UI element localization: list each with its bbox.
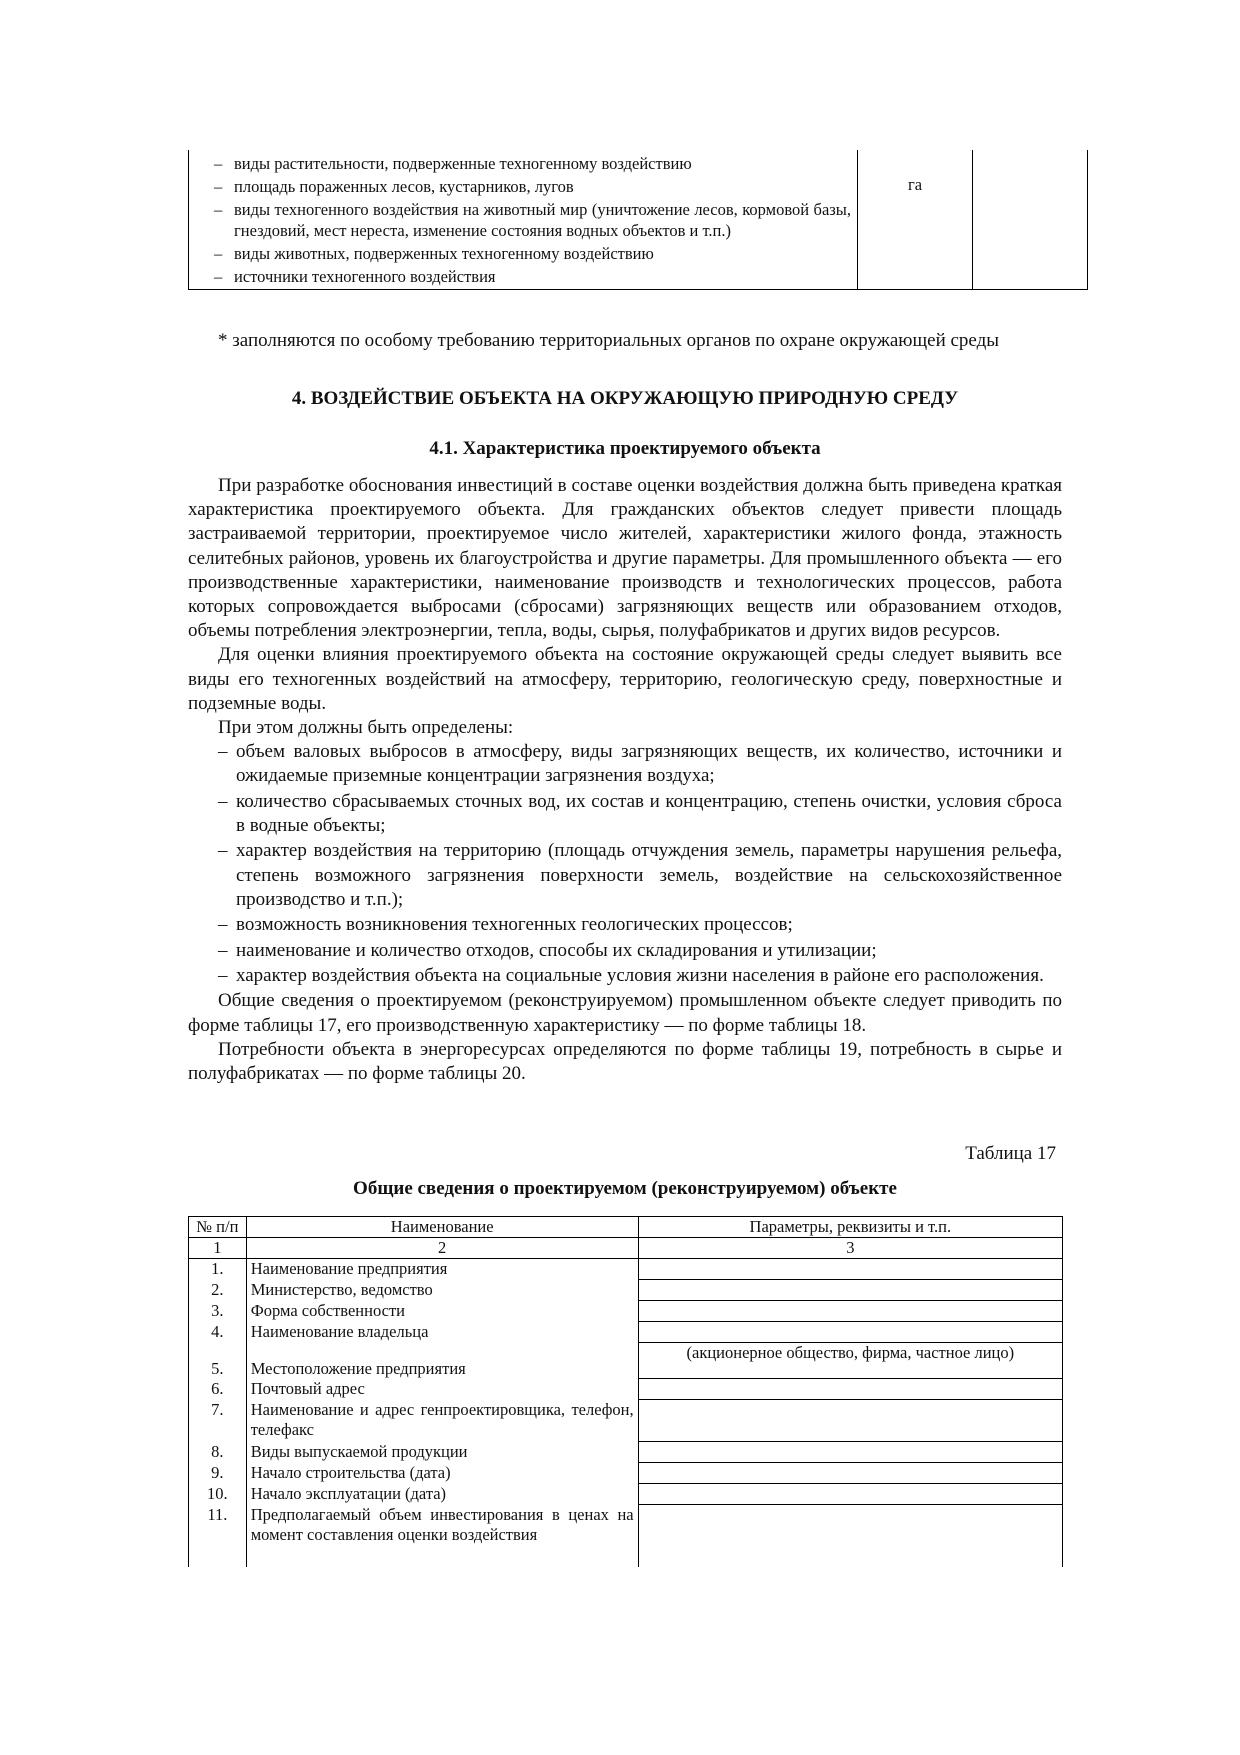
row-param: (акционерное общество, фирма, частное лицо) — [638, 1343, 1062, 1379]
column-number: 3 — [638, 1238, 1062, 1259]
table-row — [189, 150, 1088, 290]
row-param — [638, 1400, 1062, 1442]
row-name: Местоположение предприятия — [246, 1343, 638, 1379]
row-number: 7. — [189, 1400, 247, 1442]
table-caption: Общие сведения о проектируемом (реконструируемом) объекте — [353, 1178, 897, 1199]
row-number: 9. — [189, 1463, 247, 1484]
row-param — [638, 1301, 1062, 1322]
table-row — [189, 1259, 1063, 1280]
column-number: 2 — [246, 1238, 638, 1259]
value-cell — [973, 150, 1088, 290]
row-param — [638, 1463, 1062, 1484]
list-item: – количество сбрасываемых сточных вод, их состав и концентрацию, степень очистки, условия сброса в водные объекты; — [188, 790, 1062, 838]
row-name: Наименование и адрес генпроектировщика, телефон, телефакс — [246, 1400, 638, 1442]
row-number: 5. — [189, 1343, 247, 1379]
list-item: – характер воздействия объекта на социальные условия жизни населения в районе его расположения. — [188, 964, 1062, 988]
list-item: – площадь пораженных лесов, кустарников, лугов — [214, 176, 851, 197]
body-text — [188, 474, 1062, 1086]
table-row — [189, 1505, 1063, 1567]
row-name: Начало строительства (дата) — [246, 1463, 638, 1484]
table-row — [189, 1484, 1063, 1505]
paragraph: При этом должны быть определены: — [218, 717, 514, 739]
table-row — [189, 1379, 1063, 1400]
row-param — [638, 1484, 1062, 1505]
requirements-list — [188, 740, 1062, 988]
row-name: Виды выпускаемой продукции — [246, 1442, 638, 1463]
row-number: 8. — [189, 1442, 247, 1463]
column-header: Параметры, реквизиты и т.п. — [638, 1217, 1062, 1238]
list-item: – виды животных, подверженных техногенному воздействию — [214, 243, 851, 264]
list-item: – характер воздействия на территорию (площадь отчуждения земель, параметры нарушения рельефа, степень возможного загрязнения поверхности земель, воздействие на сельскохозяйственное производство и т.п.); — [188, 839, 1062, 912]
paragraph: Потребности объекта в энергоресурсах определяются по форме таблицы 19, потребность в сырье и полуфабрикатах — по форме таблицы 20. — [188, 1038, 1062, 1084]
row-name: Почтовый адрес — [246, 1379, 638, 1400]
list-item: – возможность возникновения техногенных геологических процессов; — [188, 913, 1062, 937]
row-number: 4. — [189, 1322, 247, 1343]
row-param — [638, 1280, 1062, 1301]
list-item: – виды растительности, подверженные техногенному воздействию — [214, 153, 851, 174]
items-cell — [189, 150, 858, 290]
section-title: 4. ВОЗДЕЙСТВИЕ ОБЪЕКТА НА ОКРУЖАЮЩУЮ ПРИРОДНУЮ СРЕДУ — [291, 388, 959, 409]
row-name: Начало эксплуатации (дата) — [246, 1484, 638, 1505]
row-number: 11. — [189, 1505, 247, 1567]
row-number: 6. — [189, 1379, 247, 1400]
table-row — [189, 1463, 1063, 1484]
row-param — [638, 1322, 1062, 1343]
column-header: Наименование — [246, 1217, 638, 1238]
table-row — [189, 1400, 1063, 1442]
paragraph: Для оценки влияния проектируемого объекта на состояние окружающей среды следует выявить все виды его техногенных воздействий на атмосферу, территорию, геологическую среду, поверхностные и подземные воды. — [188, 644, 1062, 714]
table-header-row — [189, 1217, 1063, 1238]
row-number: 10. — [189, 1484, 247, 1505]
list-item: – виды техногенного воздействия на животный мир (уничтожение лесов, кормовой базы, гнездовий, мест нереста, изменение состояния водных объектов и т.п.) — [214, 199, 851, 241]
paragraph: При разработке обоснования инвестиций в составе оценки воздействия должна быть приведена краткая характеристика проектируемого объекта. Для гражданских объектов следует привести площадь застраиваемой территории, проектируемое число жителей, характеристики жилого фонда, этажность селитебных районов, уровень их благоустройства и другие параметры. Для промышленного объекта — его производственные характеристики, наименование производств и технологических процессов, работа которых сопровождается выбросами (сбросами) загрязняющих веществ или образованием отходов, объемы потребления электроэнергии, тепла, воды, сырья, полуфабрикатов и других видов ресурсов. — [188, 475, 1062, 642]
general-info-table — [188, 1216, 1063, 1567]
row-param — [638, 1259, 1062, 1280]
paragraph: Общие сведения о проектируемом (реконструируемом) промышленном объекте следует приводить по форме таблицы 17, его производственную характеристику — по форме таблицы 18. — [188, 990, 1062, 1036]
row-param — [638, 1505, 1062, 1567]
column-number: 1 — [189, 1238, 247, 1259]
row-number: 2. — [189, 1280, 247, 1301]
row-number: 3. — [189, 1301, 247, 1322]
table-row — [189, 1280, 1063, 1301]
row-param — [638, 1379, 1062, 1400]
footnote: * заполняются по особому требованию территориальных органов по охране окружающей среды — [218, 330, 1000, 351]
table-row — [189, 1442, 1063, 1463]
continuation-table — [188, 150, 1088, 290]
row-number: 1. — [189, 1259, 247, 1280]
table-row — [189, 1322, 1063, 1343]
table-number: Таблица 17 — [965, 1143, 1056, 1164]
subsection-title: 4.1. Характеристика проектируемого объекта — [429, 438, 821, 459]
column-header: № п/п — [189, 1217, 247, 1238]
row-name: Форма собственности — [246, 1301, 638, 1322]
row-name: Министерство, ведомство — [246, 1280, 638, 1301]
unit-cell: га — [858, 150, 973, 290]
row-name: Предполагаемый объем инвестирования в ценах на момент составления оценки воздействия — [246, 1505, 638, 1567]
impact-list — [214, 153, 851, 287]
table-row — [189, 1343, 1063, 1379]
row-name: Наименование владельца — [246, 1322, 638, 1343]
list-item: – объем валовых выбросов в атмосферу, виды загрязняющих веществ, их количество, источники и ожидаемые приземные концентрации загрязнения воздуха; — [188, 740, 1062, 788]
table-row — [189, 1301, 1063, 1322]
row-param — [638, 1442, 1062, 1463]
row-name: Наименование предприятия — [246, 1259, 638, 1280]
list-item: – источники техногенного воздействия — [214, 266, 851, 287]
column-number-row — [189, 1238, 1063, 1259]
list-item: – наименование и количество отходов, способы их складирования и утилизации; — [188, 939, 1062, 963]
